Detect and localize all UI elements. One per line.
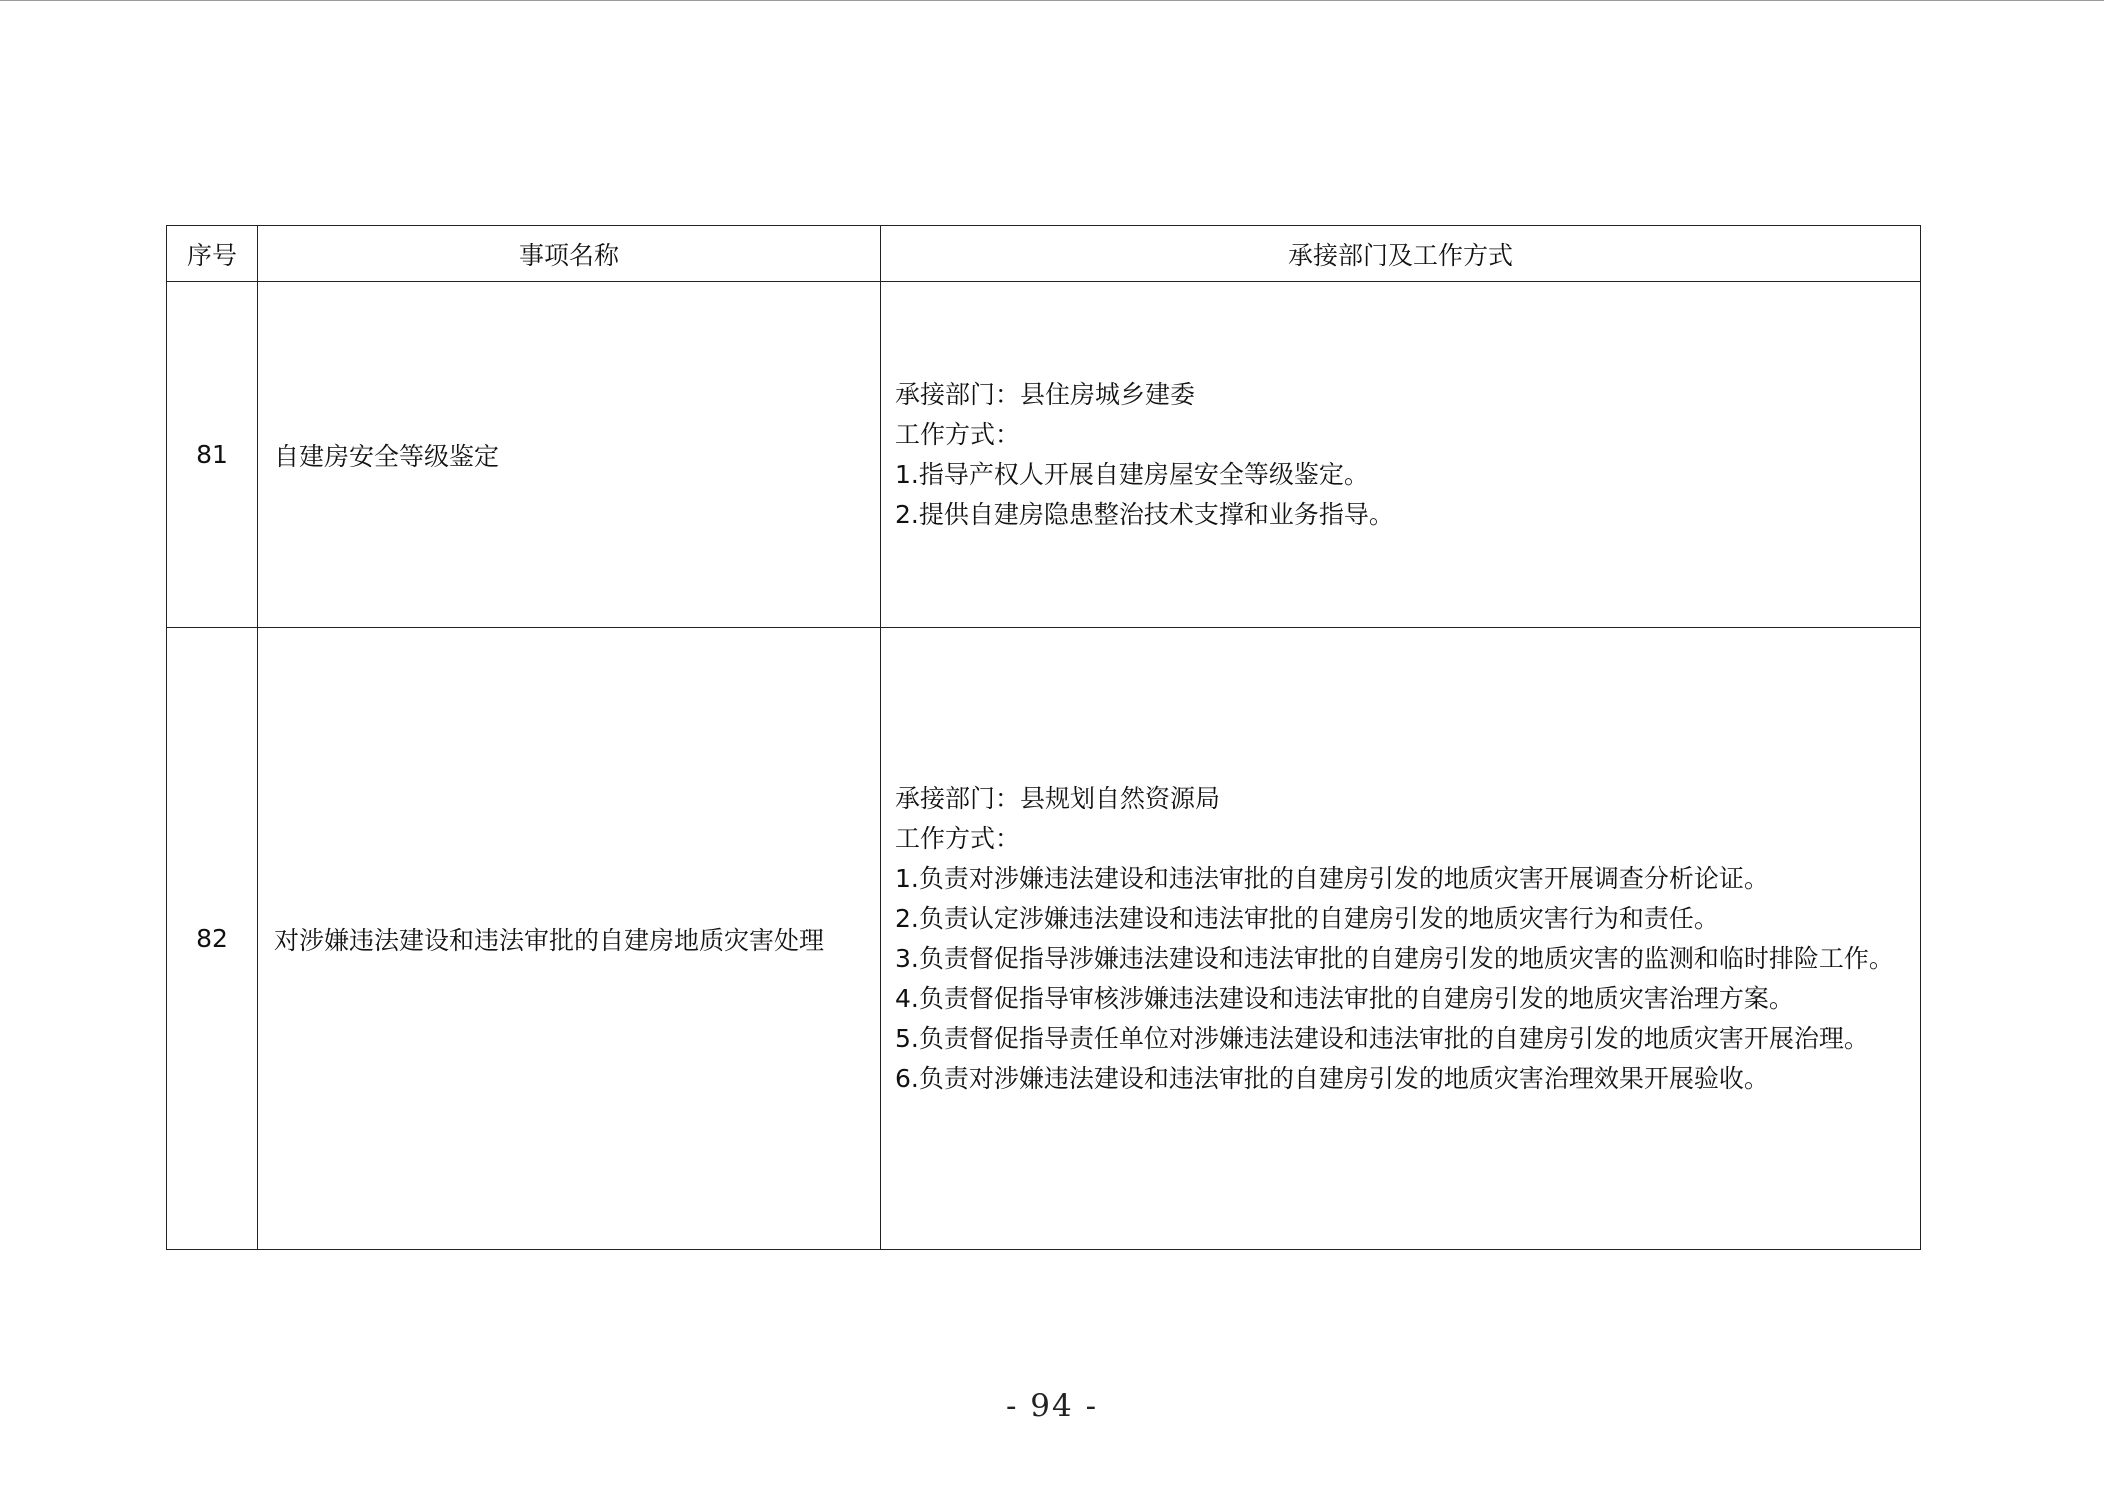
method-item-line: 4.负责督促指导审核涉嫌违法建设和违法审批的自建房引发的地质灾害治理方案。 (895, 983, 1794, 1013)
serial-no-cell: 81 (167, 282, 258, 628)
method-item-line: 2.提供自建房隐患整治技术支撑和业务指导。 (895, 499, 1394, 529)
header-serial-no: 序号 (167, 226, 258, 282)
method-item-line: 1.负责对涉嫌违法建设和违法审批的自建房引发的地质灾害开展调查分析论证。 (895, 863, 1769, 893)
method-item-line: 5.负责督促指导责任单位对涉嫌违法建设和违法审批的自建房引发的地质灾害开展治理。 (895, 1023, 1869, 1053)
page-number: - 94 - (1005, 1388, 1099, 1424)
department-method-cell (881, 628, 1921, 1250)
method-item-line: 6.负责对涉嫌违法建设和违法审批的自建房引发的地质灾害治理效果开展验收。 (895, 1063, 1769, 1093)
method-item-line: 2.负责认定涉嫌违法建设和违法审批的自建房引发的地质灾害行为和责任。 (895, 903, 1719, 933)
page-top-border (0, 0, 2104, 1)
method-label-line: 工作方式： (895, 419, 1021, 449)
table-body (167, 282, 1921, 1250)
department-method-cell (881, 282, 1921, 628)
header-row (167, 226, 1921, 282)
item-name-cell: 对涉嫌违法建设和违法审批的自建房地质灾害处理 (258, 628, 881, 1250)
items-table (166, 225, 1921, 1250)
table-header (167, 226, 1921, 282)
method-item-line: 1.指导产权人开展自建房屋安全等级鉴定。 (895, 459, 1369, 489)
header-item-name: 事项名称 (258, 226, 881, 282)
method-label-line: 工作方式： (895, 823, 1021, 853)
department-line: 承接部门：县住房城乡建委 (895, 379, 1196, 409)
department-line: 承接部门：县规划自然资源局 (895, 783, 1221, 813)
serial-no-cell: 82 (167, 628, 258, 1250)
item-name-cell: 自建房安全等级鉴定 (258, 282, 881, 628)
table-row (167, 282, 1921, 628)
method-item-line: 3.负责督促指导涉嫌违法建设和违法审批的自建房引发的地质灾害的监测和临时排险工作。 (895, 943, 1894, 973)
table-row (167, 628, 1921, 1250)
header-department-method: 承接部门及工作方式 (881, 226, 1921, 282)
